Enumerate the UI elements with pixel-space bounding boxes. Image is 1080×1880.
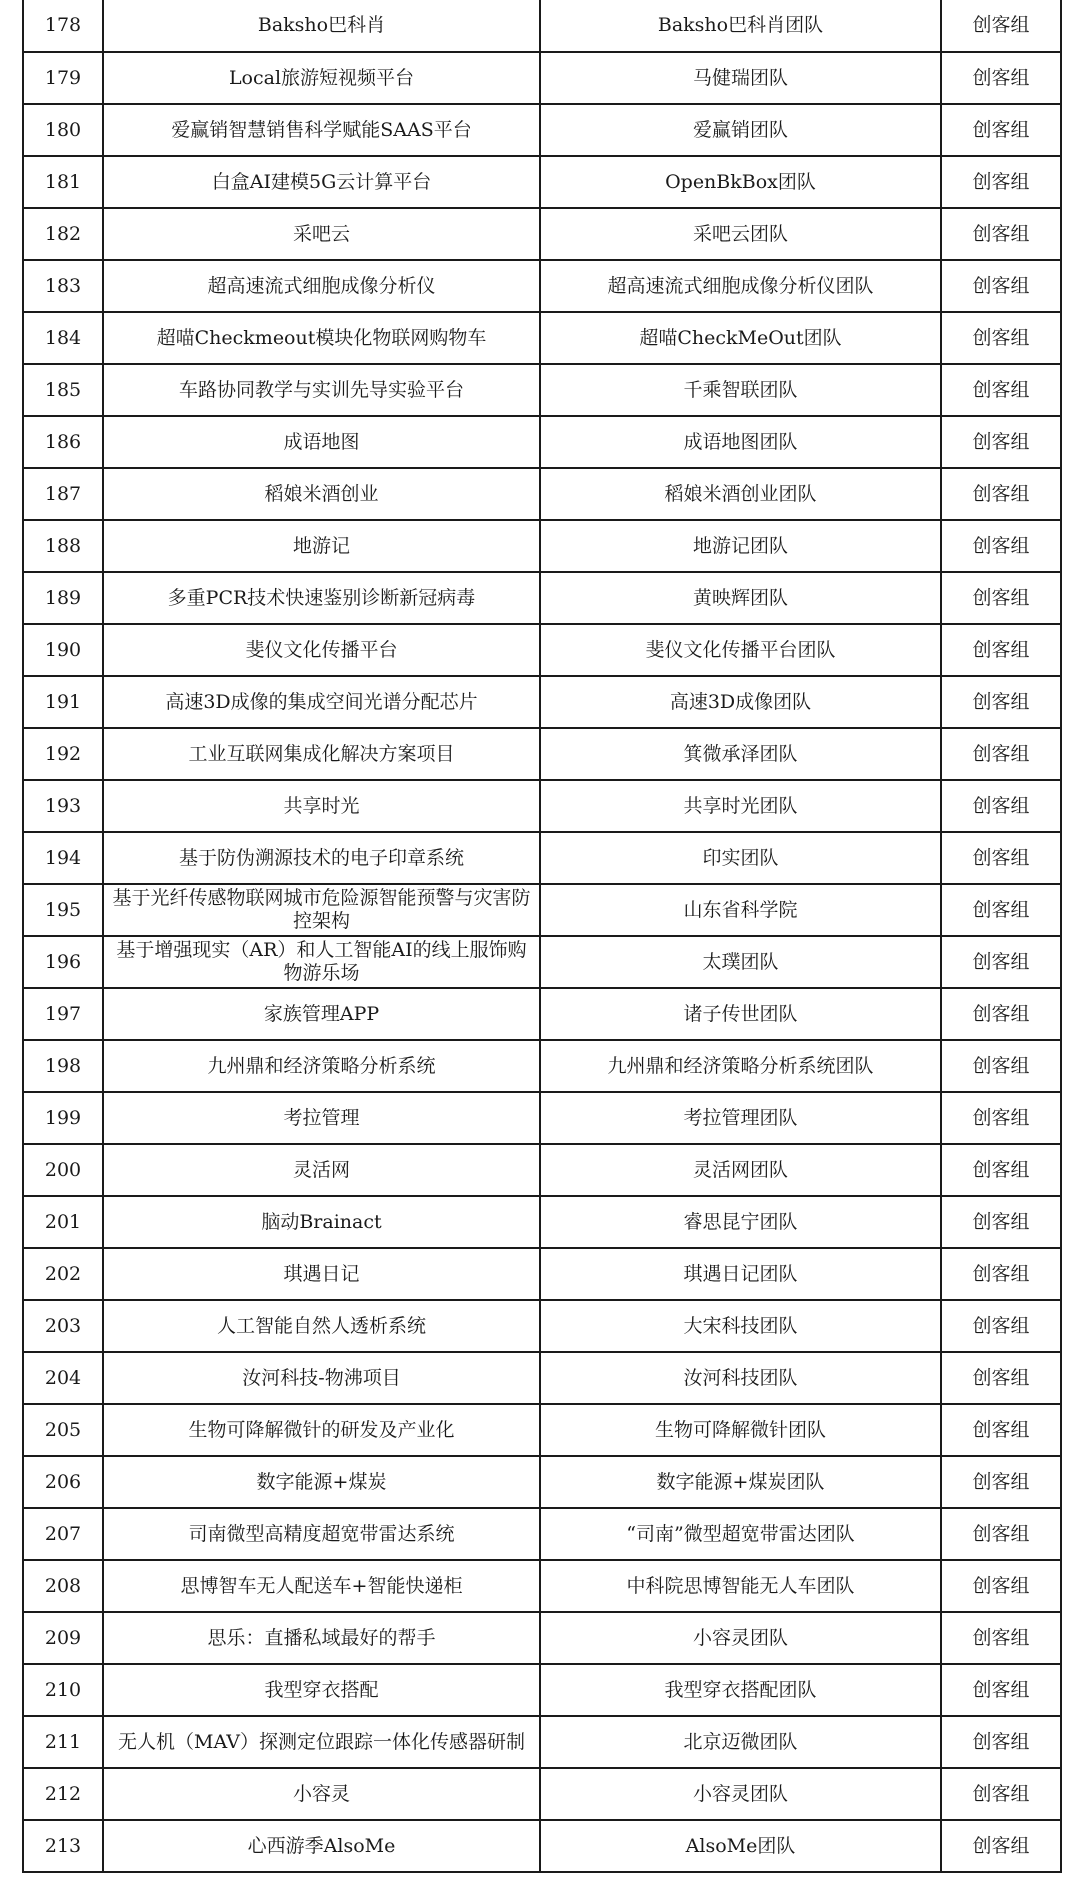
table-row — [23, 1040, 1061, 1092]
team-name-cell: 我型穿衣搭配团队 — [540, 1664, 941, 1716]
team-name-cell: 大宋科技团队 — [540, 1300, 941, 1352]
table-row — [23, 1248, 1061, 1300]
group-cell: 创客组 — [941, 260, 1061, 312]
row-number-cell: 199 — [23, 1092, 103, 1144]
team-name-cell: 数字能源+煤炭团队 — [540, 1456, 941, 1508]
table-row — [23, 156, 1061, 208]
table-row — [23, 1092, 1061, 1144]
team-name-cell: 北京迈微团队 — [540, 1716, 941, 1768]
team-name-cell: 诸子传世团队 — [540, 988, 941, 1040]
group-cell: 创客组 — [941, 1508, 1061, 1560]
table-row — [23, 416, 1061, 468]
team-name-cell: 成语地图团队 — [540, 416, 941, 468]
team-name-cell: OpenBkBox团队 — [540, 156, 941, 208]
row-number-cell: 192 — [23, 728, 103, 780]
team-name-cell: 超喵CheckMeOut团队 — [540, 312, 941, 364]
table-row — [23, 1196, 1061, 1248]
group-cell: 创客组 — [941, 936, 1061, 988]
group-cell: 创客组 — [941, 1092, 1061, 1144]
team-name-cell: 共享时光团队 — [540, 780, 941, 832]
project-name-cell: 家族管理APP — [103, 988, 540, 1040]
row-number-cell: 181 — [23, 156, 103, 208]
row-number-cell: 201 — [23, 1196, 103, 1248]
project-name-cell: 基于防伪溯源技术的电子印章系统 — [103, 832, 540, 884]
team-name-cell: “司南”微型超宽带雷达团队 — [540, 1508, 941, 1560]
team-name-cell: 斐仪文化传播平台团队 — [540, 624, 941, 676]
row-number-cell: 202 — [23, 1248, 103, 1300]
table-row — [23, 468, 1061, 520]
table-row — [23, 936, 1061, 988]
team-name-cell: 印实团队 — [540, 832, 941, 884]
row-number-cell: 191 — [23, 676, 103, 728]
project-name-cell: 高速3D成像的集成空间光谱分配芯片 — [103, 676, 540, 728]
project-name-cell: 数字能源+煤炭 — [103, 1456, 540, 1508]
team-name-cell: 睿思昆宁团队 — [540, 1196, 941, 1248]
row-number-cell: 198 — [23, 1040, 103, 1092]
project-name-cell: 成语地图 — [103, 416, 540, 468]
row-number-cell: 193 — [23, 780, 103, 832]
group-cell: 创客组 — [941, 208, 1061, 260]
group-cell: 创客组 — [941, 884, 1061, 936]
roster-table-container — [22, 0, 1060, 1873]
table-row — [23, 1820, 1061, 1872]
row-number-cell: 189 — [23, 572, 103, 624]
table-row — [23, 520, 1061, 572]
group-cell: 创客组 — [941, 1352, 1061, 1404]
team-name-cell: 琪遇日记团队 — [540, 1248, 941, 1300]
team-name-cell: 九州鼎和经济策略分析系统团队 — [540, 1040, 941, 1092]
group-cell: 创客组 — [941, 780, 1061, 832]
project-name-cell: 稻娘米酒创业 — [103, 468, 540, 520]
project-name-cell: 司南微型高精度超宽带雷达系统 — [103, 1508, 540, 1560]
team-name-cell: 中科院思博智能无人车团队 — [540, 1560, 941, 1612]
row-number-cell: 190 — [23, 624, 103, 676]
table-row — [23, 312, 1061, 364]
row-number-cell: 210 — [23, 1664, 103, 1716]
group-cell: 创客组 — [941, 572, 1061, 624]
group-cell: 创客组 — [941, 104, 1061, 156]
group-cell: 创客组 — [941, 416, 1061, 468]
row-number-cell: 185 — [23, 364, 103, 416]
table-row — [23, 364, 1061, 416]
group-cell: 创客组 — [941, 1144, 1061, 1196]
table-row — [23, 208, 1061, 260]
team-name-cell: Baksho巴科肖团队 — [540, 0, 941, 52]
team-name-cell: 生物可降解微针团队 — [540, 1404, 941, 1456]
group-cell: 创客组 — [941, 520, 1061, 572]
roster-table-body — [23, 0, 1061, 1872]
project-name-cell: 爱赢销智慧销售科学赋能SAAS平台 — [103, 104, 540, 156]
project-name-cell: 小容灵 — [103, 1768, 540, 1820]
project-name-cell: 共享时光 — [103, 780, 540, 832]
table-row — [23, 1560, 1061, 1612]
project-name-cell: 白盒AI建模5G云计算平台 — [103, 156, 540, 208]
project-name-cell: 基于光纤传感物联网城市危险源智能预警与灾害防控架构 — [103, 884, 540, 936]
team-name-cell: 黄映辉团队 — [540, 572, 941, 624]
table-row — [23, 52, 1061, 104]
table-row — [23, 260, 1061, 312]
group-cell: 创客组 — [941, 1456, 1061, 1508]
group-cell: 创客组 — [941, 1664, 1061, 1716]
table-row — [23, 832, 1061, 884]
team-name-cell: 采吧云团队 — [540, 208, 941, 260]
table-row — [23, 104, 1061, 156]
project-name-cell: 心西游季AlsoMe — [103, 1820, 540, 1872]
group-cell: 创客组 — [941, 1768, 1061, 1820]
group-cell: 创客组 — [941, 1820, 1061, 1872]
row-number-cell: 188 — [23, 520, 103, 572]
project-name-cell: 采吧云 — [103, 208, 540, 260]
project-name-cell: 生物可降解微针的研发及产业化 — [103, 1404, 540, 1456]
team-name-cell: 地游记团队 — [540, 520, 941, 572]
table-row — [23, 676, 1061, 728]
group-cell: 创客组 — [941, 1196, 1061, 1248]
team-name-cell: 太璞团队 — [540, 936, 941, 988]
group-cell: 创客组 — [941, 364, 1061, 416]
project-name-cell: 思乐：直播私域最好的帮手 — [103, 1612, 540, 1664]
roster-table — [22, 0, 1062, 1873]
project-name-cell: 车路协同教学与实训先导实验平台 — [103, 364, 540, 416]
team-name-cell: 千乘智联团队 — [540, 364, 941, 416]
row-number-cell: 178 — [23, 0, 103, 52]
project-name-cell: 人工智能自然人透析系统 — [103, 1300, 540, 1352]
table-row — [23, 780, 1061, 832]
project-name-cell: 灵活网 — [103, 1144, 540, 1196]
project-name-cell: 无人机（MAV）探测定位跟踪一体化传感器研制 — [103, 1716, 540, 1768]
row-number-cell: 213 — [23, 1820, 103, 1872]
group-cell: 创客组 — [941, 0, 1061, 52]
team-name-cell: 箕微承泽团队 — [540, 728, 941, 780]
team-name-cell: 山东省科学院 — [540, 884, 941, 936]
team-name-cell: 小容灵团队 — [540, 1768, 941, 1820]
group-cell: 创客组 — [941, 1300, 1061, 1352]
table-row — [23, 1508, 1061, 1560]
table-row — [23, 1456, 1061, 1508]
table-row — [23, 1716, 1061, 1768]
team-name-cell: 稻娘米酒创业团队 — [540, 468, 941, 520]
team-name-cell: 灵活网团队 — [540, 1144, 941, 1196]
project-name-cell: 我型穿衣搭配 — [103, 1664, 540, 1716]
row-number-cell: 205 — [23, 1404, 103, 1456]
group-cell: 创客组 — [941, 1612, 1061, 1664]
group-cell: 创客组 — [941, 52, 1061, 104]
table-row — [23, 624, 1061, 676]
row-number-cell: 212 — [23, 1768, 103, 1820]
row-number-cell: 211 — [23, 1716, 103, 1768]
team-name-cell: 马健瑞团队 — [540, 52, 941, 104]
table-row — [23, 1768, 1061, 1820]
team-name-cell: AlsoMe团队 — [540, 1820, 941, 1872]
project-name-cell: 斐仪文化传播平台 — [103, 624, 540, 676]
table-row — [23, 1612, 1061, 1664]
row-number-cell: 207 — [23, 1508, 103, 1560]
row-number-cell: 203 — [23, 1300, 103, 1352]
row-number-cell: 180 — [23, 104, 103, 156]
row-number-cell: 194 — [23, 832, 103, 884]
table-row — [23, 572, 1061, 624]
row-number-cell: 206 — [23, 1456, 103, 1508]
group-cell: 创客组 — [941, 728, 1061, 780]
project-name-cell: 地游记 — [103, 520, 540, 572]
group-cell: 创客组 — [941, 1716, 1061, 1768]
team-name-cell: 小容灵团队 — [540, 1612, 941, 1664]
project-name-cell: 工业互联网集成化解决方案项目 — [103, 728, 540, 780]
group-cell: 创客组 — [941, 312, 1061, 364]
team-name-cell: 爱赢销团队 — [540, 104, 941, 156]
row-number-cell: 179 — [23, 52, 103, 104]
row-number-cell: 197 — [23, 988, 103, 1040]
group-cell: 创客组 — [941, 1040, 1061, 1092]
table-row — [23, 884, 1061, 936]
row-number-cell: 186 — [23, 416, 103, 468]
row-number-cell: 204 — [23, 1352, 103, 1404]
row-number-cell: 209 — [23, 1612, 103, 1664]
table-row — [23, 1144, 1061, 1196]
row-number-cell: 183 — [23, 260, 103, 312]
group-cell: 创客组 — [941, 988, 1061, 1040]
group-cell: 创客组 — [941, 676, 1061, 728]
team-name-cell: 考拉管理团队 — [540, 1092, 941, 1144]
row-number-cell: 200 — [23, 1144, 103, 1196]
project-name-cell: Local旅游短视频平台 — [103, 52, 540, 104]
group-cell: 创客组 — [941, 156, 1061, 208]
project-name-cell: 超高速流式细胞成像分析仪 — [103, 260, 540, 312]
row-number-cell: 184 — [23, 312, 103, 364]
project-name-cell: 脑动Brainact — [103, 1196, 540, 1248]
project-name-cell: 考拉管理 — [103, 1092, 540, 1144]
project-name-cell: 思博智车无人配送车+智能快递柜 — [103, 1560, 540, 1612]
row-number-cell: 187 — [23, 468, 103, 520]
table-row — [23, 1352, 1061, 1404]
group-cell: 创客组 — [941, 1248, 1061, 1300]
project-name-cell: 超喵Checkmeout模块化物联网购物车 — [103, 312, 540, 364]
group-cell: 创客组 — [941, 1404, 1061, 1456]
table-row — [23, 0, 1061, 52]
project-name-cell: 琪遇日记 — [103, 1248, 540, 1300]
row-number-cell: 182 — [23, 208, 103, 260]
table-row — [23, 1664, 1061, 1716]
group-cell: 创客组 — [941, 1560, 1061, 1612]
team-name-cell: 高速3D成像团队 — [540, 676, 941, 728]
row-number-cell: 196 — [23, 936, 103, 988]
project-name-cell: Baksho巴科肖 — [103, 0, 540, 52]
project-name-cell: 多重PCR技术快速鉴别诊断新冠病毒 — [103, 572, 540, 624]
project-name-cell: 基于增强现实（AR）和人工智能AI的线上服饰购物游乐场 — [103, 936, 540, 988]
team-name-cell: 汝河科技团队 — [540, 1352, 941, 1404]
project-name-cell: 九州鼎和经济策略分析系统 — [103, 1040, 540, 1092]
table-row — [23, 1300, 1061, 1352]
table-row — [23, 728, 1061, 780]
row-number-cell: 208 — [23, 1560, 103, 1612]
table-row — [23, 1404, 1061, 1456]
table-row — [23, 988, 1061, 1040]
team-name-cell: 超高速流式细胞成像分析仪团队 — [540, 260, 941, 312]
group-cell: 创客组 — [941, 832, 1061, 884]
project-name-cell: 汝河科技-物沸项目 — [103, 1352, 540, 1404]
row-number-cell: 195 — [23, 884, 103, 936]
group-cell: 创客组 — [941, 624, 1061, 676]
group-cell: 创客组 — [941, 468, 1061, 520]
